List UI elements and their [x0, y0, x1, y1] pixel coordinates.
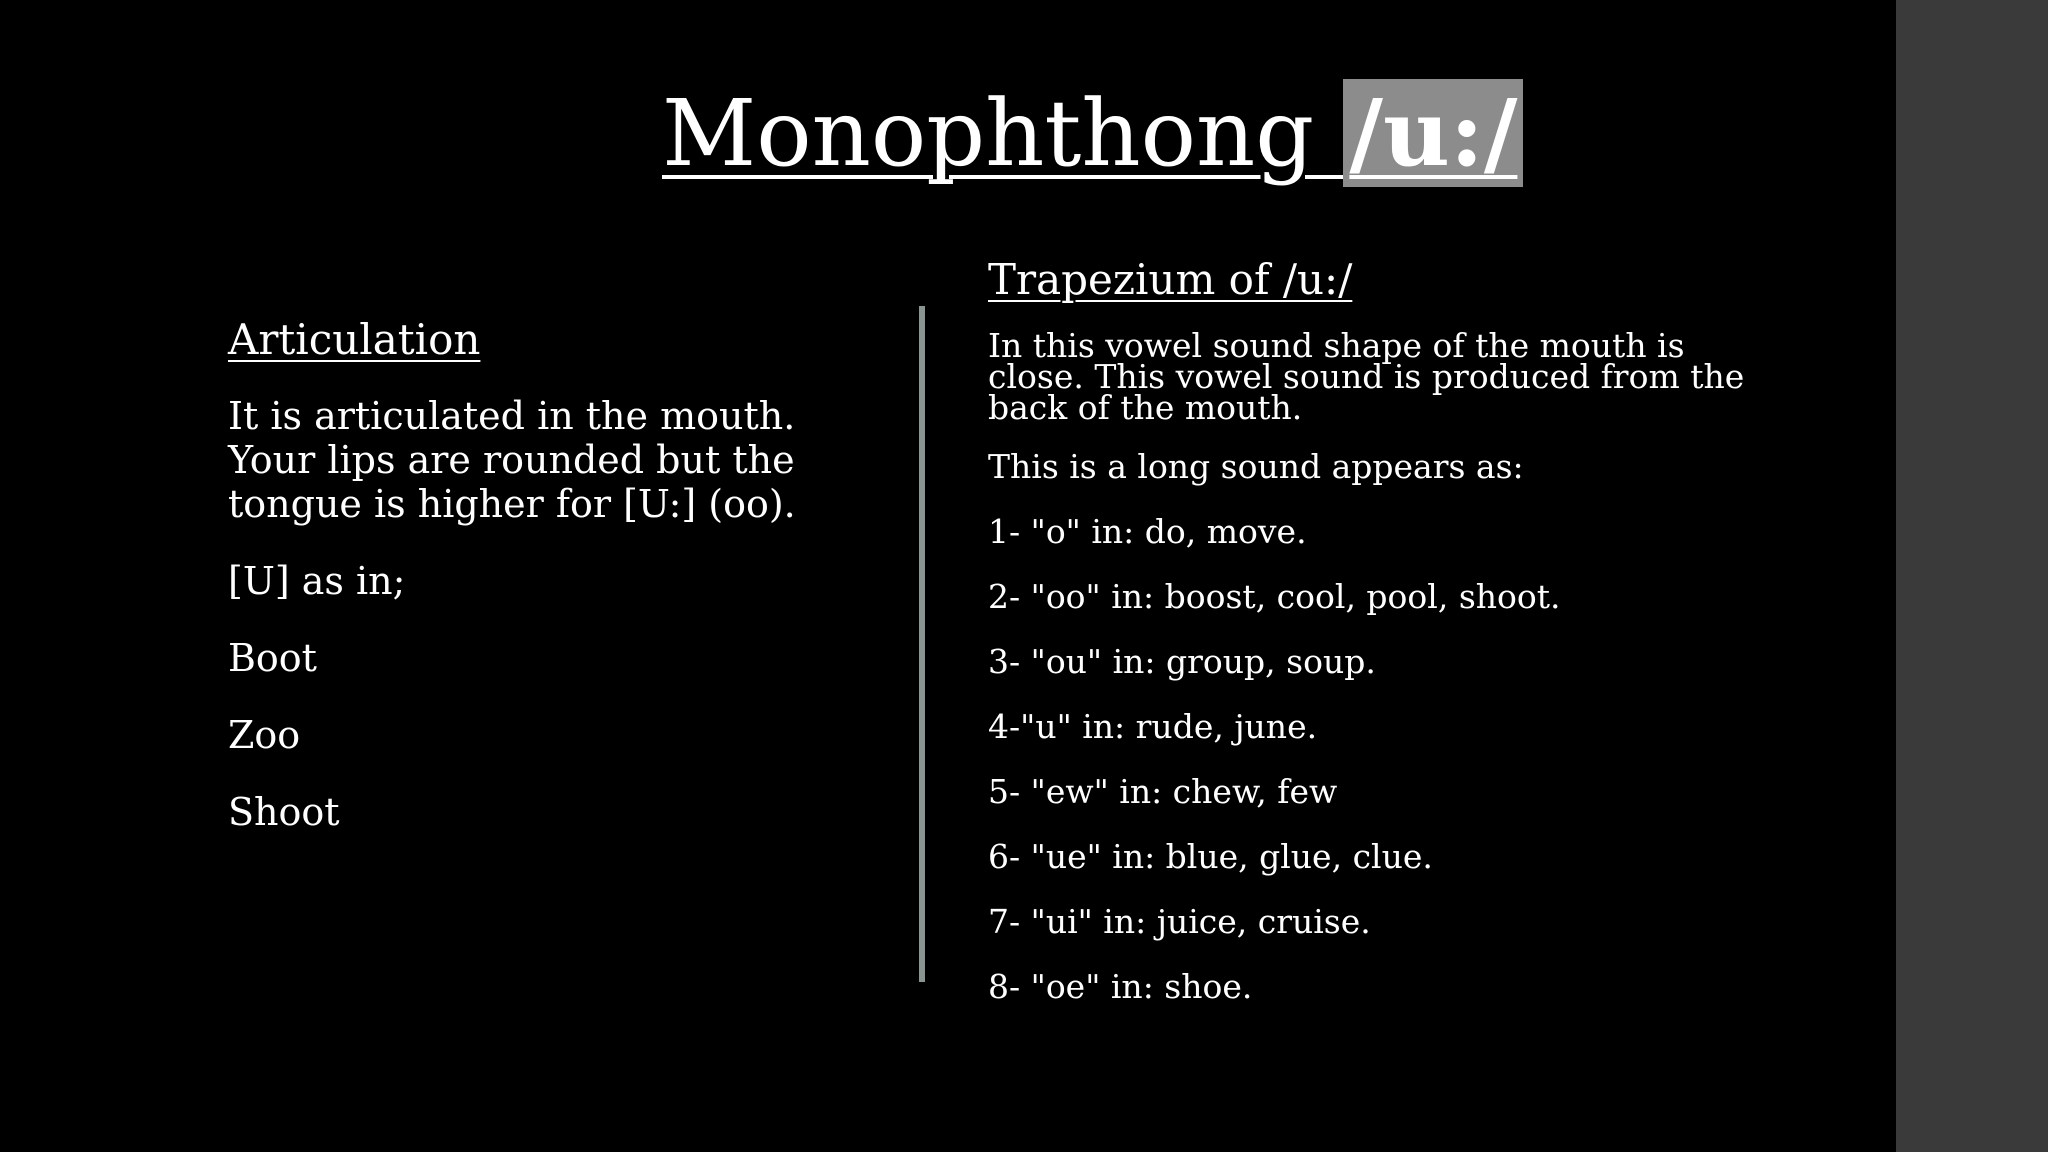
spelling-examples-list	[988, 512, 1748, 1007]
spelling-example-item: 5- "ew" in: chew, few	[988, 772, 1338, 811]
spelling-example-item: 2- "oo" in: boost, cool, pool, shoot.	[988, 577, 1561, 616]
trapezium-intro: This is a long sound appears as:	[988, 447, 1524, 486]
spelling-example-item: 4-"u" in: rude, june.	[988, 707, 1318, 746]
column-divider	[919, 306, 925, 982]
articulation-section	[228, 314, 888, 834]
trapezium-paragraph: In this vowel sound shape of the mouth is close. This vowel sound is produced from the back of the mouth.	[988, 326, 1745, 427]
slide-title-highlight: /u:/	[1343, 79, 1523, 187]
articulation-paragraph: It is articulated in the mouth. Your lips are rounded but the tongue is higher for [U:] (oo).	[228, 394, 796, 526]
side-gutter	[1896, 0, 2048, 1152]
example-word: Shoot	[228, 790, 340, 834]
example-word: Boot	[228, 636, 317, 680]
spelling-example-item: 8- "oe" in: shoe.	[988, 967, 1253, 1006]
trapezium-heading: Trapezium of /u:/	[988, 255, 1353, 304]
articulation-heading: Articulation	[228, 315, 481, 364]
trapezium-section	[988, 252, 1748, 1007]
spelling-example-item: 6- "ue" in: blue, glue, clue.	[988, 837, 1433, 876]
spelling-example-item: 3- "ou" in: group, soup.	[988, 642, 1376, 681]
articulation-intro: [U] as in;	[228, 559, 406, 603]
slide-title	[662, 78, 1523, 188]
slide-title-text: Monophthong	[662, 80, 1344, 187]
spelling-example-item: 1- "o" in: do, move.	[988, 512, 1307, 551]
example-word: Zoo	[228, 713, 301, 757]
spelling-example-item: 7- "ui" in: juice, cruise.	[988, 902, 1371, 941]
